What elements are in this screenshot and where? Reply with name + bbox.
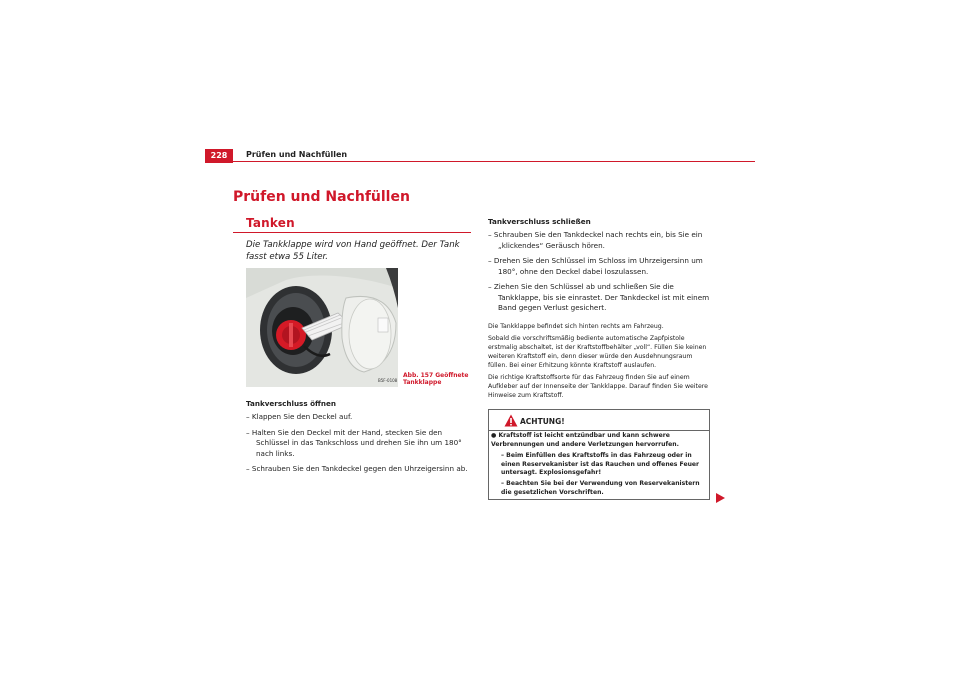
close-step-3: – Ziehen Sie den Schlüssel ab und schließen Sie die Tankklappe, bis sie einrastet. Der Tankdeckel ist mit einem Band gegen Verlust gesichert. bbox=[488, 282, 710, 312]
dash-icon: – bbox=[501, 452, 507, 460]
running-header-title: Prüfen und Nachfüllen bbox=[246, 150, 348, 159]
close-instructions bbox=[488, 217, 712, 314]
open-step-1: – Klappen Sie den Deckel auf. bbox=[246, 412, 353, 421]
close-step-1: – Schrauben Sie den Tankdeckel nach rechts ein, bis Sie ein „klickendes“ Geräusch hören. bbox=[488, 230, 703, 250]
open-step-2: – Halten Sie den Deckel mit der Hand, stecken Sie den Schlüssel in das Tankschloss und drehen Sie ihn um 180° nach links. bbox=[246, 427, 462, 458]
section-title: Tanken bbox=[246, 216, 295, 230]
close-step-2: – Drehen Sie den Schlüssel im Schloss im Uhrzeigersinn um 180°, ohne den Deckel dabei loszulassen. bbox=[488, 256, 703, 276]
note-fuel-type: Die richtige Kraftstoffsorte für das Fahrzeug finden Sie auf einem Aufkleber auf der Innenseite der Tankklappe. Darauf finden Sie weitere Hinweise zum Kraftstoff. bbox=[488, 374, 708, 399]
note-location: Die Tankklappe befindet sich hinten rechts am Fahrzeug. bbox=[488, 323, 664, 330]
close-heading: Tankverschluss schließen bbox=[488, 217, 591, 226]
open-step-3: – Schrauben Sie den Tankdeckel gegen den Uhrzeigersinn ab. bbox=[246, 464, 468, 473]
fuel-flap-illustration bbox=[246, 268, 398, 387]
open-heading: Tankverschluss öffnen bbox=[246, 399, 336, 408]
warning-bullet-text: Kraftstoff ist leicht entzündbar und kann schwere Verbrennungen und andere Verletzungen hervorrufen. bbox=[491, 432, 679, 448]
bullet-icon: ● bbox=[491, 432, 497, 439]
figure-caption-line2: Tankklappe bbox=[403, 379, 442, 386]
chapter-title: Prüfen und Nachfüllen bbox=[233, 189, 410, 205]
page-number: 228 bbox=[205, 149, 233, 163]
warning-sub-2-text: Beachten Sie bei der Verwendung von Reservekanistern die gesetzlichen Vorschriften. bbox=[501, 479, 700, 496]
warning-sub-1-text: Beim Einfüllen des Kraftstoffs in das Fahrzeug oder in einen Reservekanister ist das Rauchen und offenes Feuer untersagt. Explosionsgefahr! bbox=[501, 452, 700, 477]
warning-title: ACHTUNG! bbox=[520, 417, 565, 426]
warning-sub-1 bbox=[491, 452, 707, 478]
dash-icon: – bbox=[501, 479, 507, 487]
notes bbox=[488, 322, 712, 400]
figure-code: B5F-0108 bbox=[378, 378, 398, 383]
figure-caption-line1: Abb. 157 Geöffnete bbox=[403, 372, 469, 379]
section-intro: Die Tankklappe wird von Hand geöffnet. Der Tank fasst etwa 55 Liter. bbox=[246, 240, 460, 262]
fuel-flap-figure bbox=[246, 268, 398, 387]
figure-caption bbox=[403, 372, 468, 386]
section-divider bbox=[233, 232, 471, 233]
warning-box bbox=[488, 409, 710, 500]
header-divider bbox=[205, 161, 755, 162]
warning-divider bbox=[489, 430, 709, 431]
warning-sub-2 bbox=[491, 480, 707, 497]
next-page-arrow-icon[interactable] bbox=[716, 493, 725, 503]
open-instructions bbox=[246, 399, 474, 475]
warning-bullet bbox=[491, 432, 707, 449]
note-full-tank: Sobald die vorschriftsmäßig bediente automatische Zapfpistole erstmalig abschaltet, ist der Kraftstoffbehälter „voll“. Füllen Sie keinen weiteren Kraftstoff ein, denn dieser würde den Ausdehnungsraum füllen. Bei einer Erhitzung könnte Kraftstoff auslaufen. bbox=[488, 335, 707, 369]
warning-triangle-icon bbox=[504, 414, 518, 427]
warning-body bbox=[491, 432, 707, 497]
